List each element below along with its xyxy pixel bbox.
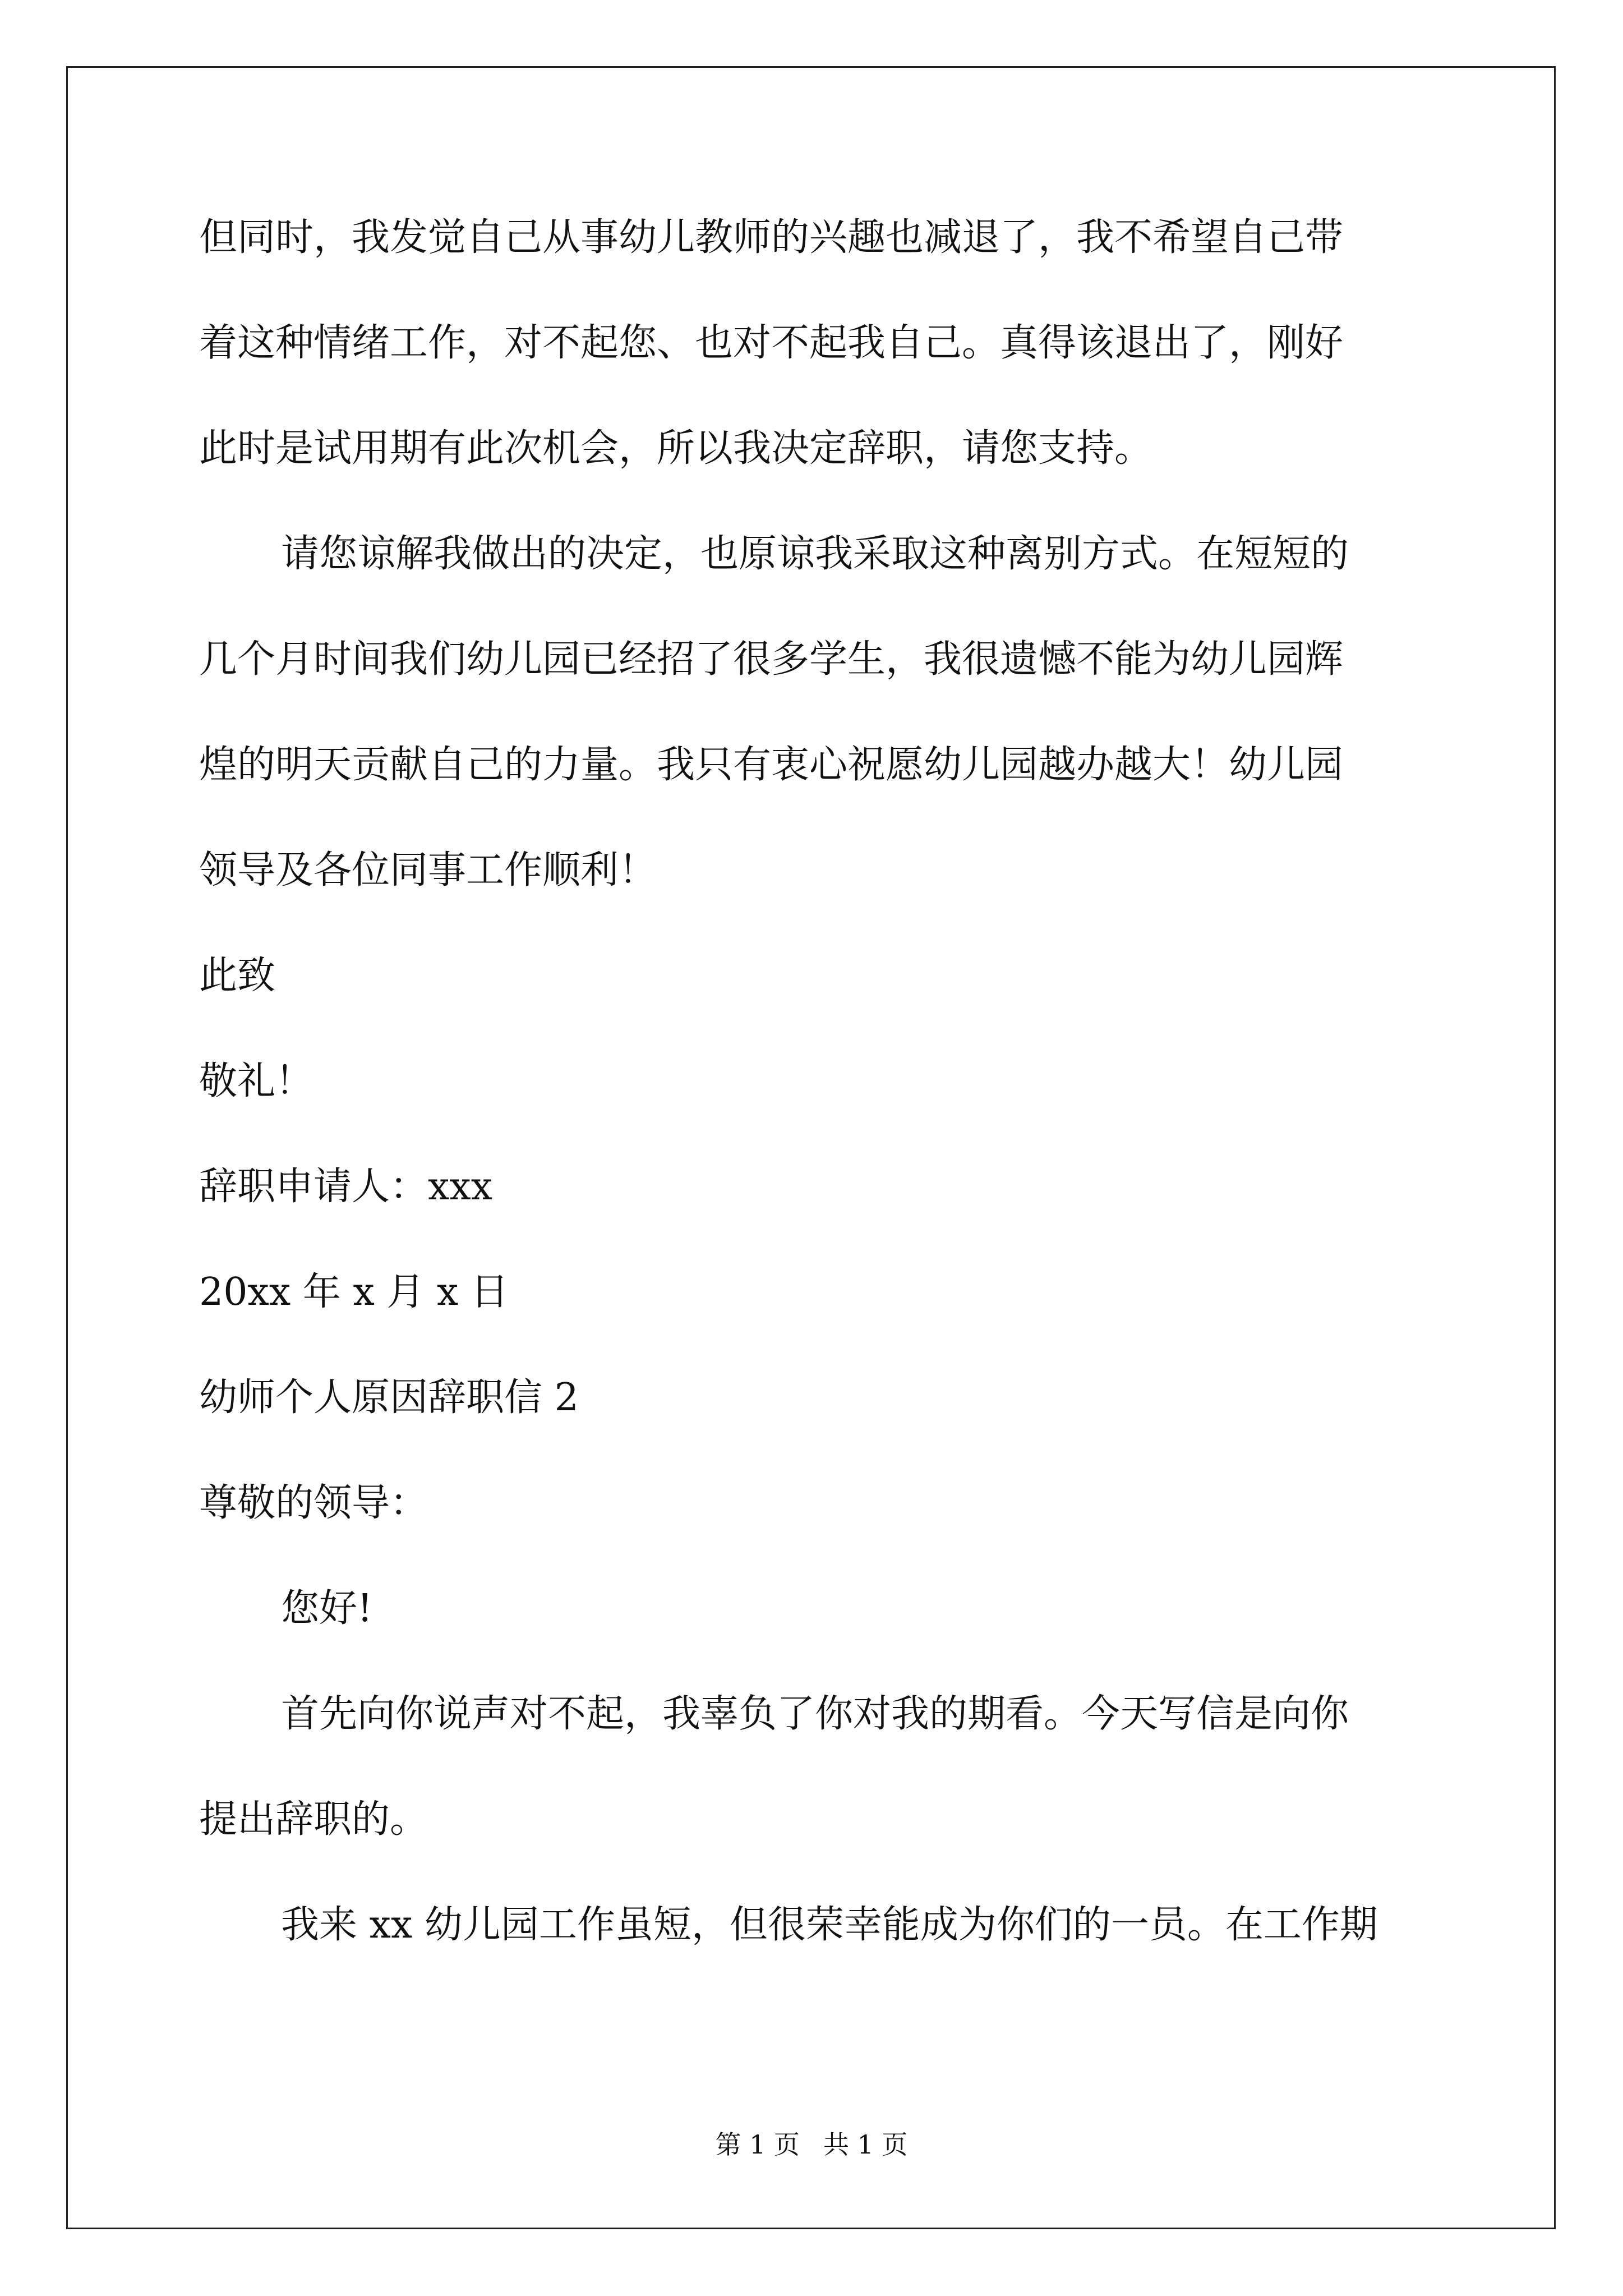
- greeting-hello: 您好!: [281, 1586, 373, 1631]
- signature-applicant: 辞职申请人：xxx: [199, 1165, 493, 1209]
- paragraph-line: 但同时，我发觉自己从事幼儿教师的兴趣也减退了，我不希望自己带: [199, 215, 1344, 260]
- closing-regards: 敬礼！: [199, 1059, 314, 1103]
- paragraph-line: 领导及各位同事工作顺利！: [199, 848, 657, 892]
- paragraph-line: 着这种情绪工作，对不起您、也对不起我自己。真得该退出了，刚好: [199, 321, 1344, 365]
- paragraph-line: 首先向你说声对不起，我辜负了你对我的期看。今天写信是向你: [281, 1692, 1349, 1736]
- signature-date: 20xx 年 x 月 x 日: [199, 1270, 509, 1314]
- page-number-current: 第 1 页: [715, 2129, 800, 2160]
- paragraph-line: 此时是试用期有此次机会，所以我决定辞职，请您支持。: [199, 426, 1153, 471]
- document-body: [199, 215, 1419, 2012]
- greeting-recipient: 尊敬的领导：: [199, 1481, 428, 1525]
- page-number-total: 共 1 页: [823, 2129, 908, 2160]
- paragraph-line: 请您谅解我做出的决定，也原谅我采取这种离别方式。在短短的: [281, 532, 1349, 576]
- page-footer: [0, 2129, 1623, 2160]
- paragraph-line: 我来 xx 幼儿园工作虽短，但很荣幸能成为你们的一员。在工作期: [281, 1903, 1378, 1947]
- section-title: 幼师个人原因辞职信 2: [199, 1375, 579, 1420]
- closing-salutation: 此致: [199, 954, 276, 998]
- paragraph-line: 几个月时间我们幼儿园已经招了很多学生，我很遗憾不能为幼儿园辉: [199, 637, 1344, 682]
- paragraph-line: 提出辞职的。: [199, 1797, 428, 1842]
- paragraph-line: 煌的明天贡献自己的力量。我只有衷心祝愿幼儿园越办越大！幼儿园: [199, 743, 1344, 787]
